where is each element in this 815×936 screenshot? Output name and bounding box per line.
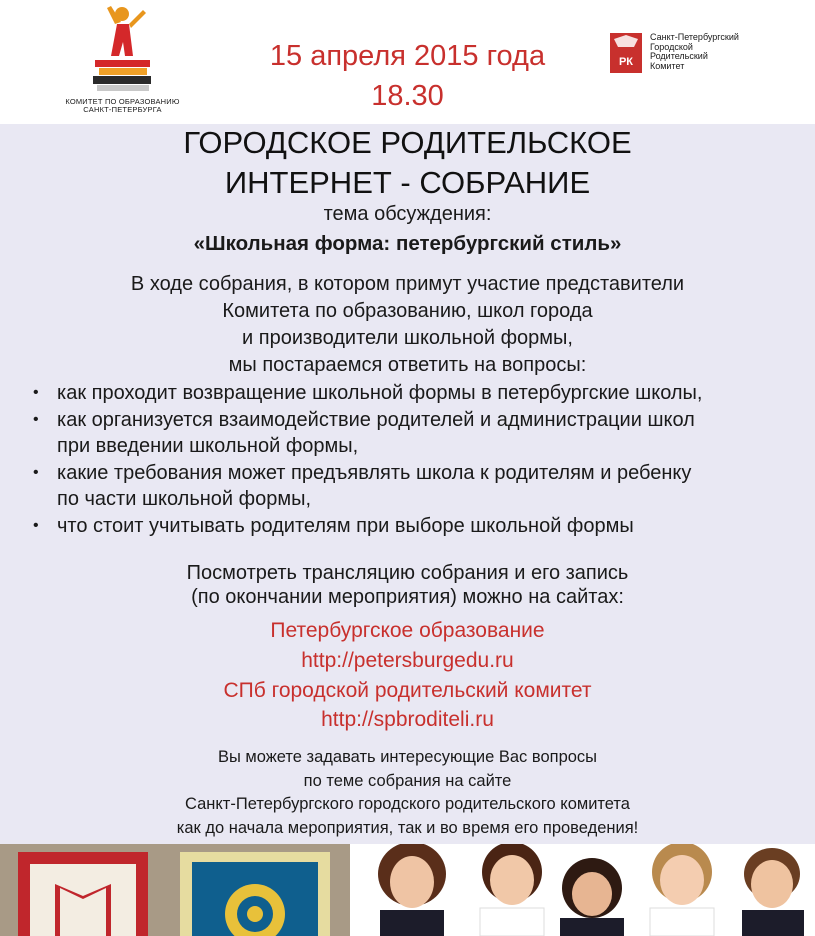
list-item <box>30 407 810 460</box>
questions-line-3: Санкт-Петербургского городского родительского комитета <box>185 795 630 813</box>
list-item-text-cont: при введении школьной формы, <box>57 435 359 457</box>
education-committee-logo <box>55 4 190 116</box>
list-item <box>30 460 810 513</box>
logo-caption-line-2: САНКТ-ПЕТЕРБУРГА <box>83 105 162 114</box>
event-time: 18.30 <box>371 80 444 112</box>
link-url-petersburgedu[interactable]: http://petersburgedu.ru <box>301 649 514 672</box>
logo-right-line-2: Городской <box>650 41 693 52</box>
list-item-text: • какие требования может предъявлять школа к родителям и ребенку <box>57 461 692 484</box>
page-title-line-1: ГОРОДСКОЕ РОДИТЕЛЬСКОЕ <box>183 125 632 160</box>
event-date: 15 апреля 2015 года <box>269 40 546 72</box>
emblem-letters: РК <box>618 56 634 68</box>
logo-right-line-4: Комитет <box>650 60 685 71</box>
list-item <box>30 513 810 540</box>
page-title-line-2: ИНТЕРНЕТ - СОБРАНИЕ <box>224 165 591 200</box>
intro-line-1: В ходе собрания, в котором примут участие представители <box>130 273 685 295</box>
list-item-text: • как проходит возвращение школьной формы в петербургские школы, <box>57 382 703 404</box>
questions-line-2: по теме собрания на сайте <box>303 772 512 790</box>
intro-line-2: Комитета по образованию, школ города <box>222 300 593 322</box>
list-item-text: • как организуется взаимодействие родителей и администрации школ <box>57 408 695 431</box>
link-url-spbroditeli[interactable]: http://spbroditeli.ru <box>321 708 494 731</box>
parents-committee-emblem-icon <box>610 33 642 73</box>
logo-right-line-1: Санкт-Петербургский <box>650 32 739 42</box>
photo-strip <box>0 844 815 936</box>
questions-line-4: как до начала мероприятия, так и во время его проведения! <box>176 819 639 837</box>
questions-line-1: Вы можете задавать интересующие Вас вопросы <box>217 748 598 766</box>
list-item <box>30 380 810 407</box>
watch-line-1: Посмотреть трансляцию собрания и его запись <box>186 562 629 584</box>
parents-committee-logo <box>610 33 770 78</box>
school-emblems-photo <box>0 844 350 936</box>
logo-caption-line-1: КОМИТЕТ ПО ОБРАЗОВАНИЮ <box>65 97 180 106</box>
topic-title: «Школьная форма: петербургский стиль» <box>193 232 622 255</box>
intro-line-3: и производители школьной формы, <box>242 327 573 349</box>
list-item-text-cont: по части школьной формы, <box>57 488 312 510</box>
figure-with-books-icon <box>85 4 160 96</box>
link-name-spbroditeli[interactable]: СПб городской родительский комитет <box>223 679 592 702</box>
page-header <box>0 0 815 124</box>
link-name-petersburgedu[interactable]: Петербургское образование <box>270 619 545 642</box>
event-date-time <box>230 36 585 116</box>
list-item-text: • что стоит учитывать родителям при выборе школьной формы <box>57 514 634 537</box>
topic-label: тема обсуждения: <box>323 203 492 225</box>
logo-right-line-3: Родительский <box>650 51 708 61</box>
children-photo <box>352 844 815 936</box>
watch-line-2: (по окончании мероприятия) можно на сайтах: <box>191 586 624 608</box>
questions-list <box>30 380 810 539</box>
intro-line-4: мы постараемся ответить на вопросы: <box>228 354 587 376</box>
